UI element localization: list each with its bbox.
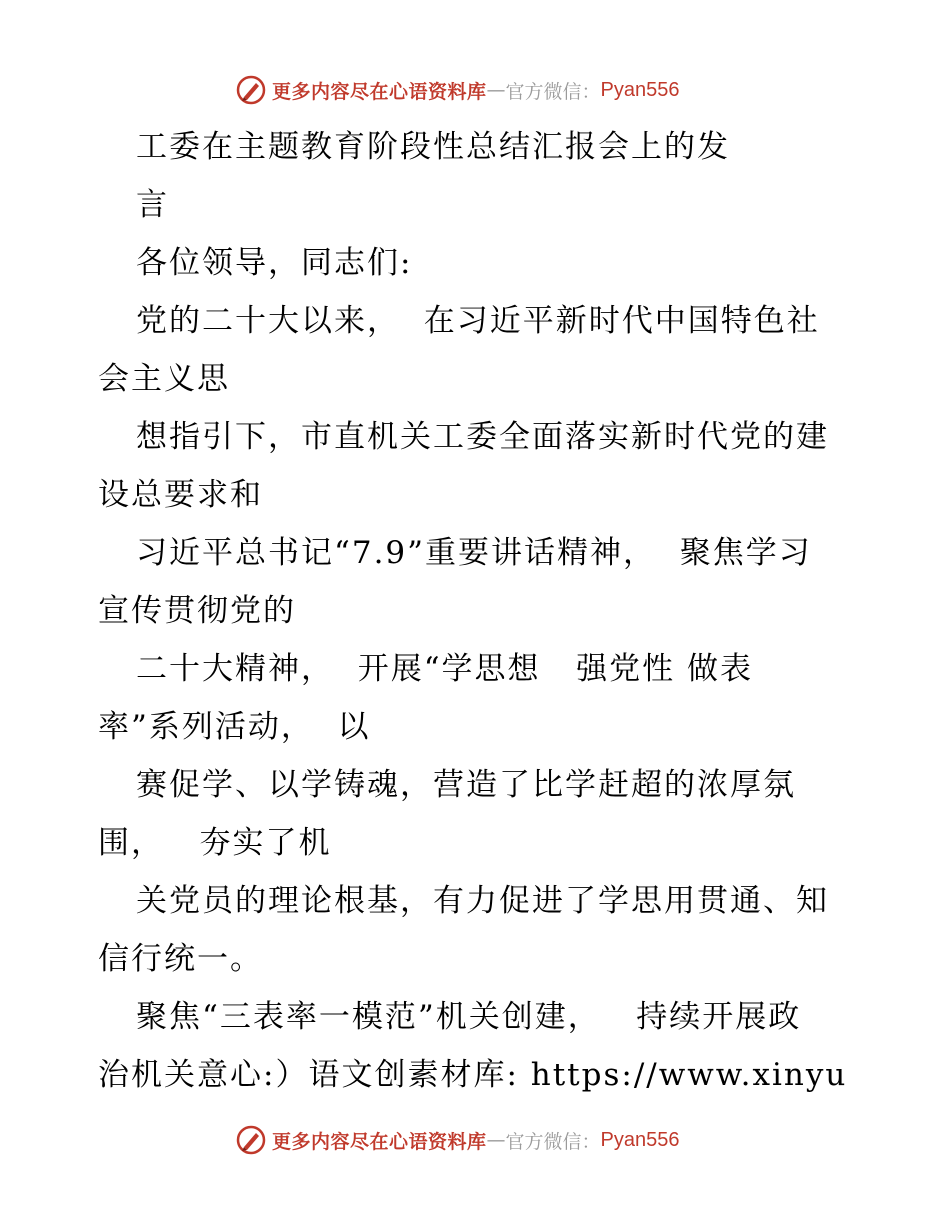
- text-line: 宣传贯彻党的: [98, 593, 296, 629]
- text-line: 设总要求和: [98, 477, 263, 513]
- salutation: 各位领导，同志们:: [136, 245, 413, 281]
- text-line: 党的二十大以来， 在习近平新时代中国特色社: [136, 303, 820, 339]
- watermark-dash: —: [486, 79, 506, 101]
- text-line: 信行统一。: [98, 941, 263, 977]
- text-line: 聚焦“三表率一模范”机关创建， 持续开展政: [136, 999, 802, 1035]
- footer-watermark: [236, 1123, 680, 1157]
- text-line: 会主义思: [98, 361, 230, 397]
- text-line: 治机关意心:）语文创素材库: https://www.xinyu: [98, 1057, 848, 1093]
- watermark-wechat-id: Pyan556: [600, 1128, 680, 1151]
- watermark-brand: 更多内容尽在心语资料库: [272, 1130, 487, 1153]
- watermark-wechat-id: Pyan556: [600, 78, 680, 101]
- title-line-2: 言: [136, 187, 169, 223]
- watermark-official: 官方微信：: [505, 1130, 601, 1153]
- text-line: 围， 夯实了机: [98, 825, 332, 861]
- text-line: 赛促学、以学铸魂，营造了比学赶超的浓厚氛: [136, 767, 796, 803]
- text-line: 习近平总书记“7.9”重要讲话精神， 聚焦学习: [136, 535, 812, 571]
- header-watermark: [236, 73, 680, 107]
- watermark-official: 官方微信：: [505, 80, 601, 103]
- text-line: 关党员的理论根基，有力促进了学思用贯通、知: [136, 883, 829, 919]
- pen-logo-icon: [236, 1125, 266, 1155]
- text-line: 率”系列活动， 以: [98, 709, 371, 745]
- text-line: 想指引下，市直机关工委全面落实新时代党的建: [136, 419, 829, 455]
- text-line: 二十大精神， 开展“学思想 强党性 做表: [136, 651, 753, 687]
- pen-logo-icon: [236, 75, 266, 105]
- watermark-brand: 更多内容尽在心语资料库: [272, 80, 487, 103]
- watermark-dash: —: [486, 1129, 506, 1151]
- title-line-1: 工委在主题教育阶段性总结汇报会上的发: [136, 129, 730, 165]
